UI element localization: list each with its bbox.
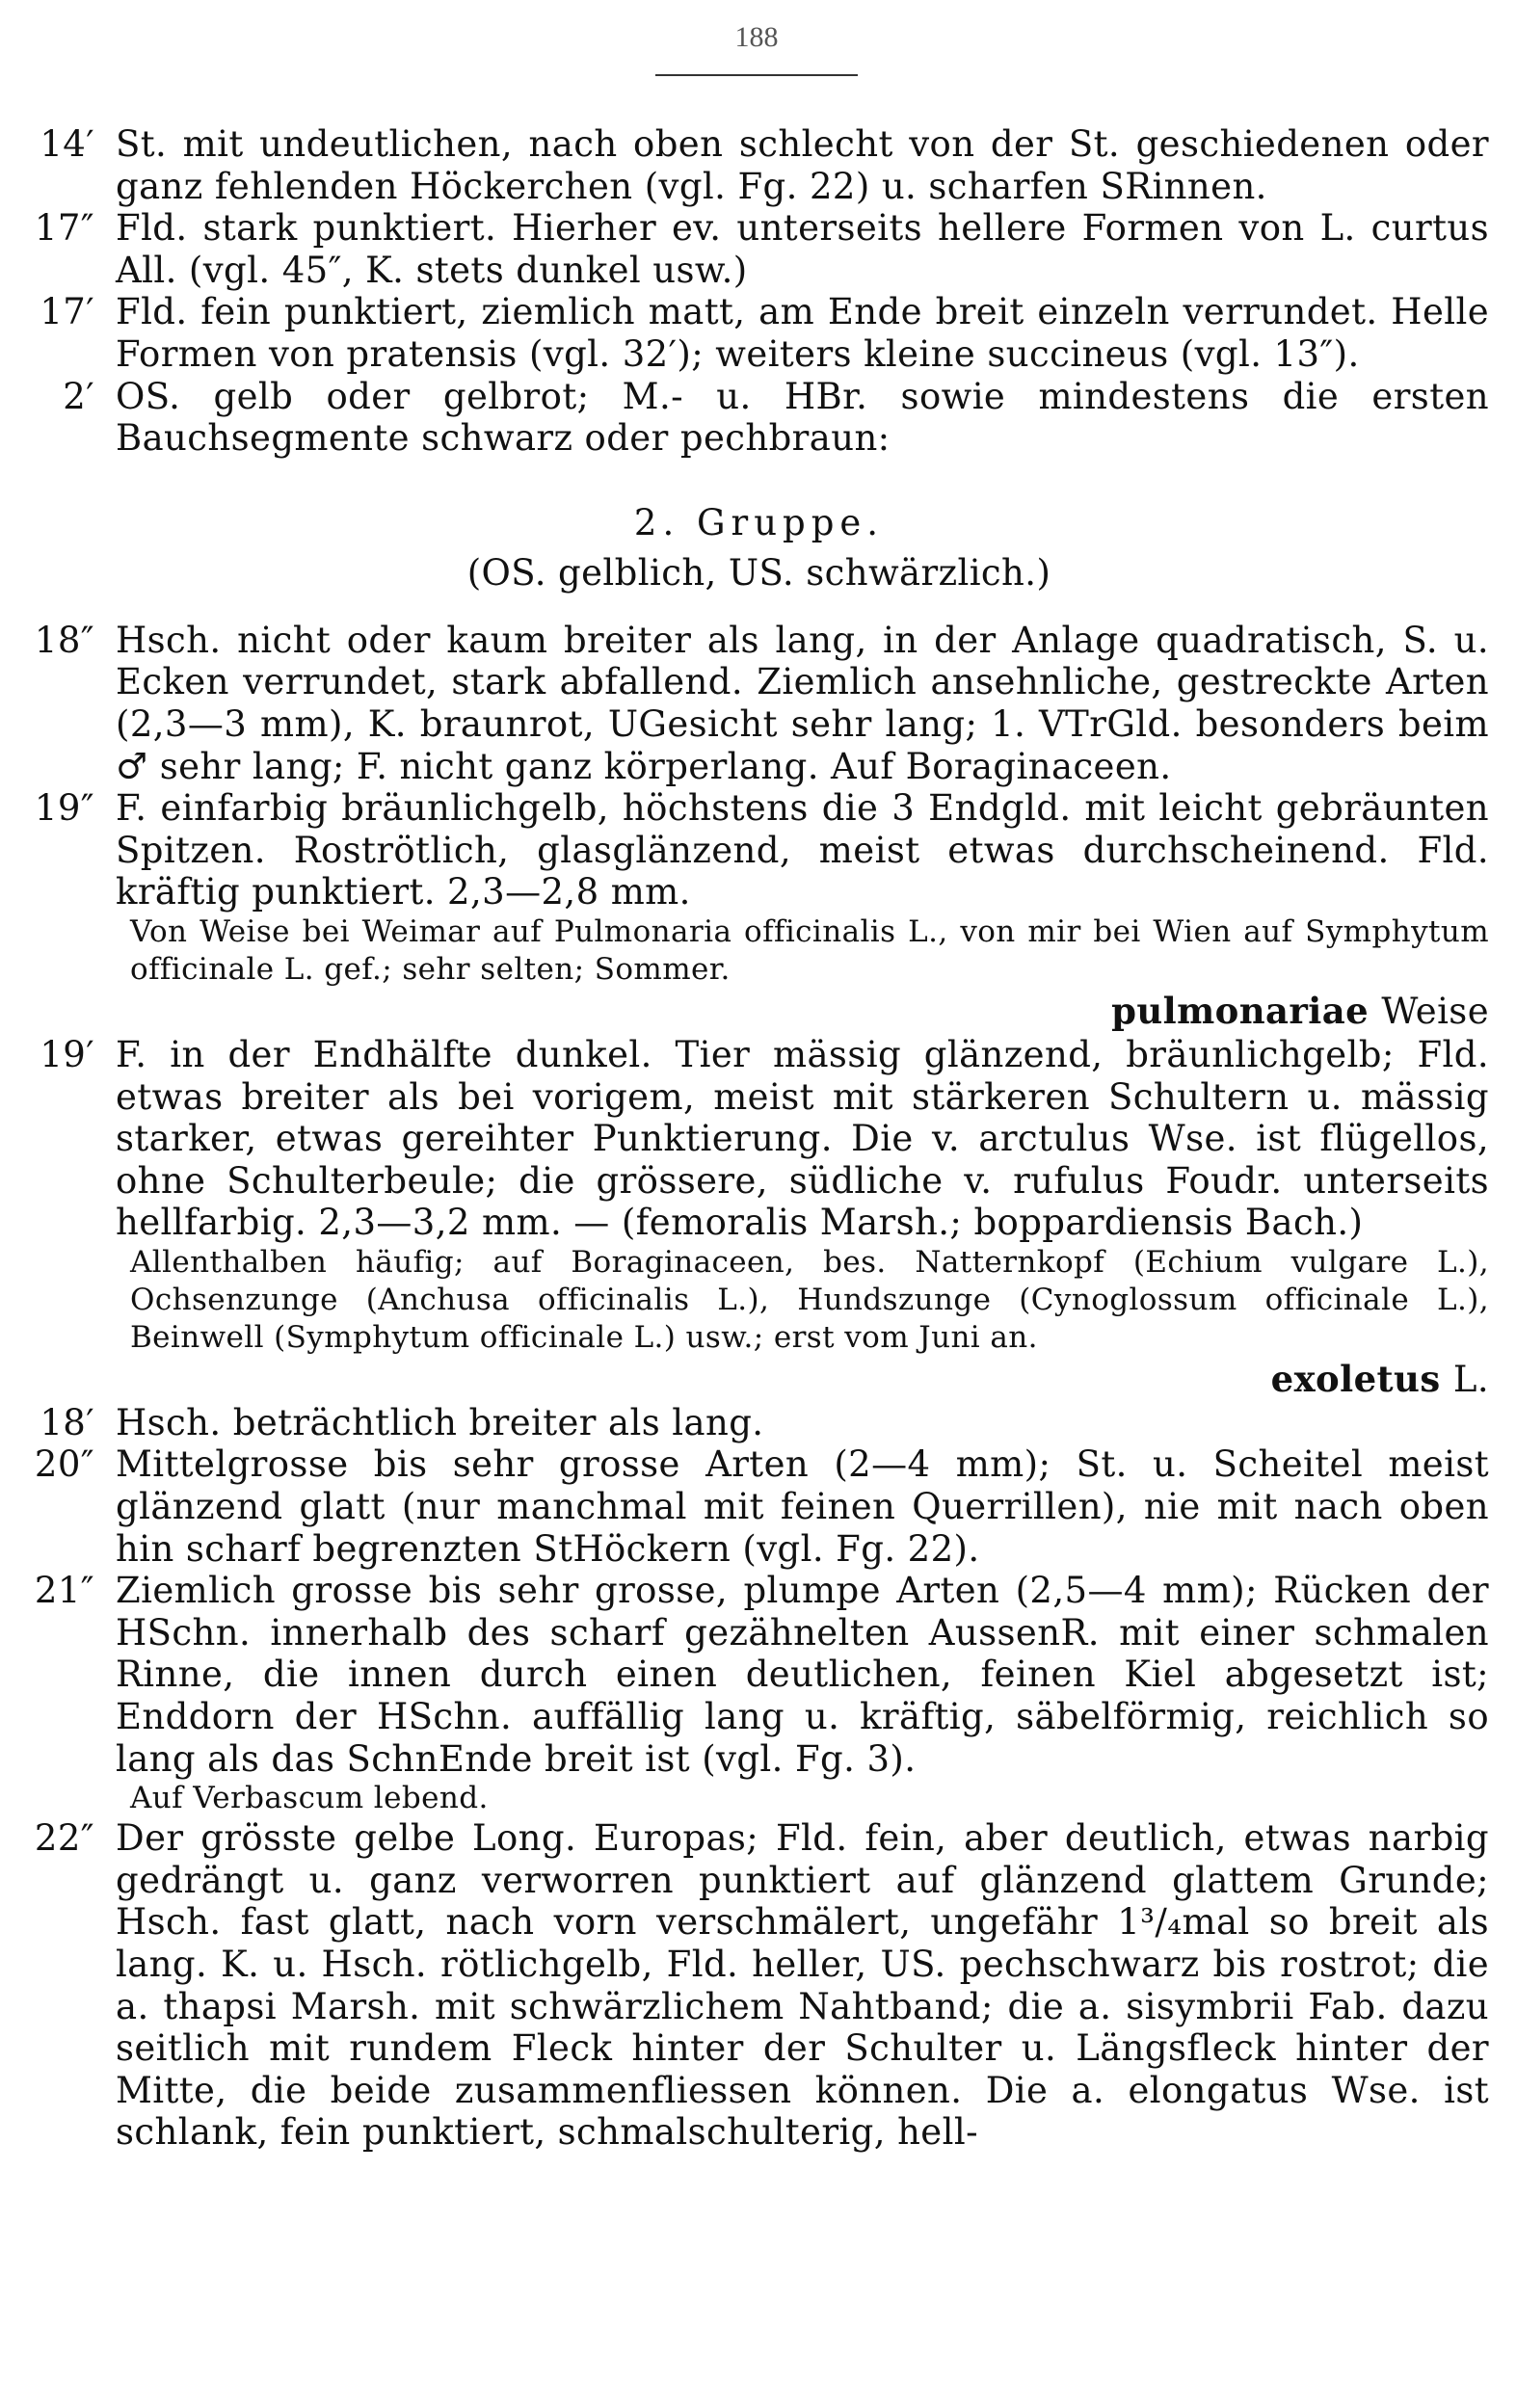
page-number: 188 bbox=[734, 21, 779, 53]
entry-key: 19′ bbox=[40, 1033, 94, 1075]
species-name bbox=[29, 1357, 1489, 1402]
entry-key: 22″ bbox=[34, 1817, 94, 1860]
page-body bbox=[29, 123, 1489, 2154]
entry-text: St. mit undeutlichen, nach oben schlecht von der St. geschiedenen oder ganz fehlenden Höckerchen (vgl. Fg. 22) u. scharfen SRinnen. bbox=[116, 123, 1489, 207]
key-entry bbox=[29, 291, 1489, 375]
entry-key: 17″ bbox=[34, 207, 94, 250]
entry-key: 17′ bbox=[40, 291, 94, 333]
entry-key: 2′ bbox=[63, 375, 94, 417]
key-entry bbox=[29, 1034, 1489, 1244]
species-epithet: pulmonariae bbox=[1111, 989, 1370, 1032]
key-entry bbox=[29, 620, 1489, 787]
entry-text: Der grösste gelbe Long. Europas; Fld. fein, aber deutlich, etwas narbig gedrängt u. ganz verworren punktiert auf glänzend glattem Grunde; Hsch. fast glatt, nach vorn verschmälert, ungefähr 1³/₄mal so breit als lang. K. u. Hsch. rötlichgelb, Fld. heller, US. pechschwarz bis rostrot; die a. thapsi Marsh. mit schwärzlichem Nahtband; die a. sisymbrii Fab. dazu seitlich mit rundem Fleck hinter der Schulter u. Längsfleck hinter der Mitte, die beide zusammenfliessen können. Die a. elongatus Wse. ist schlank, fein punktiert, schmalschulterig, hell- bbox=[116, 1817, 1489, 2154]
species-epithet: exoletus bbox=[1270, 1357, 1441, 1400]
entry-text: OS. gelb oder gelbrot; M.- u. HBr. sowie mindestens die ersten Bauchsegmente schwarz oder pechbraun: bbox=[116, 375, 1489, 460]
entry-key: 18′ bbox=[40, 1401, 94, 1443]
species-note: Von Weise bei Weimar auf Pulmonaria officinalis L., von mir bei Wien auf Symphytum officinale L. gef.; sehr selten; Sommer. bbox=[130, 913, 1489, 987]
species-author: L. bbox=[1452, 1358, 1489, 1400]
entry-text: Mittelgrosse bis sehr grosse Arten (2—4 mm); St. u. Scheitel meist glänzend glatt (nur manchmal mit feinen Querrillen), nie mit nach oben hin scharf begrenzten StHöckern (vgl. Fg. 22). bbox=[116, 1443, 1489, 1570]
group-subtitle: (OS. gelblich, US. schwärzlich.) bbox=[466, 551, 1051, 594]
entry-key: 21″ bbox=[34, 1570, 94, 1612]
group-title: 2. Gruppe. bbox=[633, 501, 885, 543]
key-entry bbox=[29, 1402, 1489, 1444]
species-note: Auf Verbascum lebend. bbox=[130, 1781, 489, 1816]
header-rule bbox=[655, 74, 858, 76]
species-note: Allenthalben häufig; auf Boraginaceen, bes. Natternkopf (Echium vulgare L.), Ochsenzunge (Anchusa officinalis L.), Hundszunge (Cynoglossum officinale L.), Beinwell (Symphytum officinale L.) usw.; erst vom Juni an. bbox=[130, 1244, 1489, 1355]
entry-text: Ziemlich grosse bis sehr grosse, plumpe Arten (2,5—4 mm); Rücken der HSchn. innerhalb des scharf gezähnelten AussenR. mit einer schmalen Rinne, die innen durch einen deutlichen, feinen Kiel abgesetzt ist; Enddorn der HSchn. auffällig lang u. kräftig, säbelförmig, reichlich so lang als das SchnEnde breit ist (vgl. Fg. 3). bbox=[116, 1570, 1489, 1780]
key-entry bbox=[29, 376, 1489, 460]
entry-key: 19″ bbox=[34, 787, 94, 830]
species-name bbox=[29, 989, 1489, 1034]
entry-text: Fld. fein punktiert, ziemlich matt, am Ende breit einzeln verrundet. Helle Formen von pratensis (vgl. 32′); weiters kleine succineus (vgl. 13″). bbox=[116, 291, 1489, 375]
key-entry bbox=[29, 123, 1489, 207]
entry-text: F. in der Endhälfte dunkel. Tier mässig glänzend, bräunlichgelb; Fld. etwas breiter als bei vorigem, meist mit stärkeren Schultern u. mässig starker, etwas gereihter Punktierung. Die v. arctulus Wse. ist flügellos, ohne Schulterbeule; die grössere, südliche v. rufulus Foudr. unterseits hellfarbig. 2,3—3,2 mm. — (femoralis Marsh.; boppardiensis Bach.) bbox=[116, 1033, 1489, 1244]
key-entry bbox=[29, 787, 1489, 913]
entry-text: Hsch. nicht oder kaum breiter als lang, in der Anlage quadratisch, S. u. Ecken verrundet, stark abfallend. Ziemlich ansehnliche, gestreckte Arten (2,3—3 mm), K. braunrot, UGesicht sehr lang; 1. VTrGld. besonders beim ♂ sehr lang; F. nicht ganz körperlang. Auf Boraginaceen. bbox=[116, 619, 1489, 787]
key-entry bbox=[29, 207, 1489, 291]
key-entry bbox=[29, 1817, 1489, 2154]
key-entry bbox=[29, 1443, 1489, 1570]
entry-text: Hsch. beträchtlich breiter als lang. bbox=[116, 1401, 764, 1443]
entry-key: 20″ bbox=[34, 1443, 94, 1486]
entry-key: 14′ bbox=[40, 123, 94, 165]
entry-text: Fld. stark punktiert. Hierher ev. unterseits hellere Formen von L. curtus All. (vgl. 45″, K. stets dunkel usw.) bbox=[116, 207, 1489, 291]
entry-key: 18″ bbox=[34, 619, 94, 661]
key-entry bbox=[29, 1570, 1489, 1780]
species-author: Weise bbox=[1381, 990, 1489, 1032]
entry-text: F. einfarbig bräunlichgelb, höchstens die 3 Endgld. mit leicht gebräunten Spitzen. Roströtlich, glasglänzend, meist etwas durchscheinend. Fld. kräftig punktiert. 2,3—2,8 mm. bbox=[116, 787, 1489, 913]
